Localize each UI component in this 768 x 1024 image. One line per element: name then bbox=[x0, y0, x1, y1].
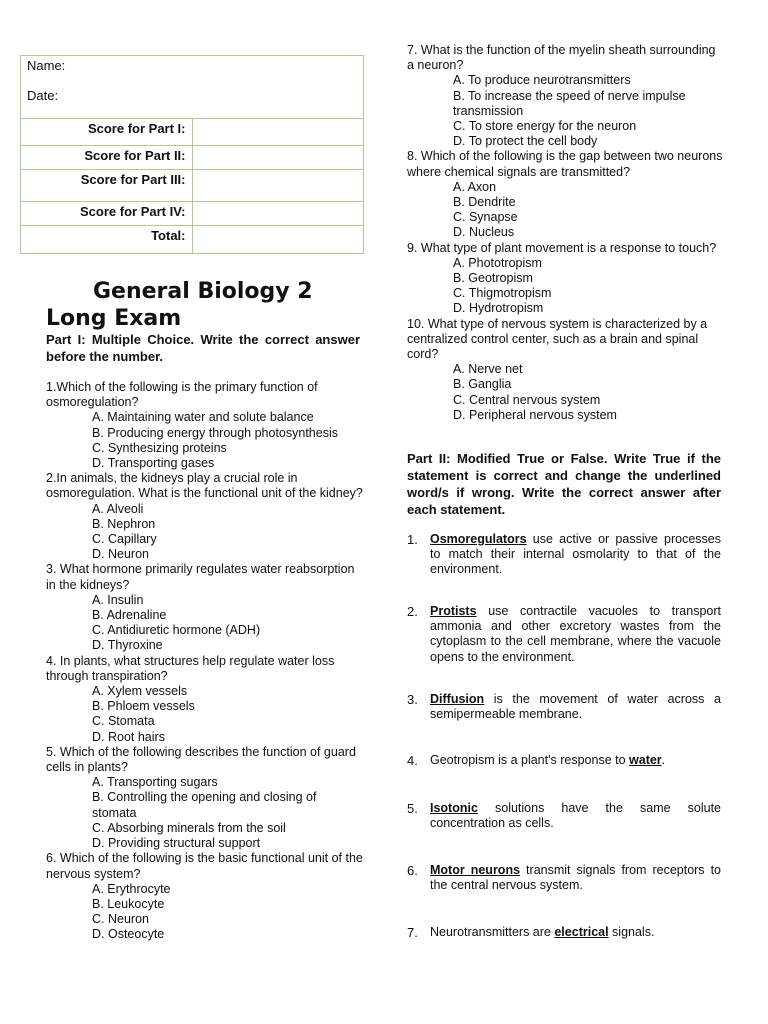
option-item: D. Root hairs bbox=[92, 729, 165, 744]
score-table bbox=[20, 55, 364, 254]
score-part4-field[interactable] bbox=[192, 202, 364, 226]
option-item: C. Neuron bbox=[92, 912, 149, 927]
option-item: B. Ganglia bbox=[453, 377, 512, 392]
option-item: A. Insulin bbox=[92, 592, 144, 607]
option-item: D. Thyroxine bbox=[92, 638, 163, 653]
item-number: 2. bbox=[407, 604, 418, 619]
question-8 bbox=[407, 149, 723, 240]
underlined-term: Osmoregulators bbox=[430, 532, 527, 546]
question-text: 8. Which of the following is the gap between two neurons where chemical signals are transmitted? bbox=[407, 149, 723, 179]
score-part1-field[interactable] bbox=[192, 119, 364, 146]
option-item: D. Neuron bbox=[92, 547, 149, 562]
option-item: B. Controlling the opening and closing of stomata bbox=[92, 790, 317, 820]
option-item: D. Nucleus bbox=[453, 225, 515, 240]
options-list bbox=[46, 410, 364, 471]
option-item: A. To produce neurotransmitters bbox=[453, 73, 631, 88]
options-list bbox=[46, 502, 364, 563]
option-item: D. Providing structural support bbox=[92, 836, 261, 851]
score-part1-label: Score for Part I: bbox=[21, 119, 193, 146]
option-item: A. Maintaining water and solute balance bbox=[92, 410, 314, 425]
option-item: C. Thigmotropism bbox=[453, 286, 552, 301]
options-list bbox=[407, 73, 723, 149]
option-item: A. Alveoli bbox=[92, 501, 144, 516]
part2-instructions: Part II: Modified True or False. Write True if the statement is correct and change the underlined word/s if wrong. Write the correct answer after each statement. bbox=[407, 451, 721, 517]
underlined-term: water bbox=[629, 753, 662, 767]
question-9 bbox=[407, 241, 723, 317]
exam-title-line2: Long Exam bbox=[46, 306, 182, 331]
option-item: D. Osteocyte bbox=[92, 927, 165, 942]
exam-title bbox=[46, 278, 364, 332]
option-item: C. Central nervous system bbox=[453, 392, 601, 407]
option-item: B. Producing energy through photosynthesis bbox=[92, 425, 338, 440]
option-item: B. Leukocyte bbox=[92, 896, 165, 911]
statement-before: Neurotransmitters are bbox=[430, 925, 555, 939]
statement-after: is the movement of water across a semipermeable membrane. bbox=[430, 692, 721, 722]
option-item: A. Xylem vessels bbox=[92, 684, 188, 699]
score-part2-label: Score for Part II: bbox=[21, 146, 193, 170]
option-item: B. Dendrite bbox=[453, 195, 516, 210]
statement-after: signals. bbox=[608, 925, 655, 939]
statement-text bbox=[430, 925, 721, 940]
tf-item bbox=[407, 604, 721, 665]
question-2 bbox=[46, 471, 364, 562]
name-date-cell[interactable] bbox=[21, 56, 364, 119]
statement-text bbox=[430, 863, 721, 893]
question-text: 3. What hormone primarily regulates water reabsorption in the kidneys? bbox=[46, 562, 355, 592]
question-text: 6. Which of the following is the basic functional unit of the nervous system? bbox=[46, 851, 363, 881]
question-text: 9. What type of plant movement is a response to touch? bbox=[407, 240, 717, 255]
part1-right-column bbox=[407, 43, 723, 423]
tf-item bbox=[407, 801, 721, 831]
statement-text bbox=[430, 532, 721, 578]
item-number: 5. bbox=[407, 801, 418, 816]
options-list bbox=[46, 593, 364, 654]
option-item: C. Antidiuretic hormone (ADH) bbox=[92, 623, 261, 638]
options-list bbox=[407, 256, 723, 317]
tf-item bbox=[407, 532, 721, 578]
option-item: A. Axon bbox=[453, 179, 497, 194]
statement-after: use active or passive processes to match their internal osmolarity to that of the environment. bbox=[430, 532, 721, 577]
option-item: B. Phloem vessels bbox=[92, 699, 195, 714]
question-4 bbox=[46, 654, 364, 745]
statement-after: . bbox=[661, 753, 666, 767]
underlined-term: Protists bbox=[430, 604, 477, 618]
option-item: B. Nephron bbox=[92, 516, 156, 531]
statement-before: Geotropism is a plant's response to bbox=[430, 753, 630, 767]
score-total-field[interactable] bbox=[192, 226, 364, 254]
score-part2-field[interactable] bbox=[192, 146, 364, 170]
part1-left-column bbox=[46, 380, 364, 943]
statement-after: solutions have the same solute concentration as cells. bbox=[430, 801, 721, 831]
option-item: D. Transporting gases bbox=[92, 456, 215, 471]
option-item: A. Phototropism bbox=[453, 255, 542, 270]
option-item: C. Synthesizing proteins bbox=[92, 440, 227, 455]
option-item: B. Geotropism bbox=[453, 271, 533, 286]
underlined-term: Isotonic bbox=[430, 801, 478, 815]
question-5 bbox=[46, 745, 364, 851]
option-item: B. Adrenaline bbox=[92, 608, 167, 623]
question-3 bbox=[46, 562, 364, 653]
tf-item bbox=[407, 753, 721, 768]
option-item: A. Nerve net bbox=[453, 362, 523, 377]
option-item: C. Absorbing minerals from the soil bbox=[92, 820, 286, 835]
option-item: C. Synapse bbox=[453, 210, 518, 225]
options-list bbox=[46, 775, 364, 851]
option-item: C. Stomata bbox=[92, 714, 155, 729]
item-number: 6. bbox=[407, 863, 418, 878]
underlined-term: Motor neurons bbox=[430, 863, 521, 877]
score-total-label: Total: bbox=[21, 226, 193, 254]
statement-after: transmit signals from receptors to the central nervous system. bbox=[430, 863, 721, 893]
question-text: 4. In plants, what structures help regulate water loss through transpiration? bbox=[46, 653, 335, 683]
option-item: C. Capillary bbox=[92, 532, 157, 547]
tf-item bbox=[407, 925, 721, 940]
options-list bbox=[46, 882, 364, 943]
date-label: Date: bbox=[27, 88, 59, 103]
question-1 bbox=[46, 380, 364, 471]
statement-text bbox=[430, 604, 721, 665]
option-item: B. To increase the speed of nerve impulse transmission bbox=[453, 88, 686, 118]
options-list bbox=[407, 180, 723, 241]
option-item: C. To store energy for the neuron bbox=[453, 119, 637, 134]
underlined-term: Diffusion bbox=[430, 692, 485, 706]
statement-after: use contractile vacuoles to transport ammonia and other excretory wastes from the cytoplasm to the cell membrane, where the vacuole opens to the environment. bbox=[430, 604, 721, 664]
question-text: 7. What is the function of the myelin sheath surrounding a neuron? bbox=[407, 43, 716, 73]
question-text: 1.Which of the following is the primary function of osmoregulation? bbox=[46, 380, 318, 410]
part1-instructions: Part I: Multiple Choice. Write the correct answer before the number. bbox=[46, 332, 360, 364]
item-number: 7. bbox=[407, 925, 418, 940]
question-10 bbox=[407, 317, 723, 423]
statement-text bbox=[430, 801, 721, 831]
score-part4-label: Score for Part IV: bbox=[21, 202, 193, 226]
tf-item bbox=[407, 692, 721, 722]
tf-item bbox=[407, 863, 721, 893]
underlined-term: electrical bbox=[554, 925, 609, 939]
options-list bbox=[407, 362, 723, 423]
option-item: D. Peripheral nervous system bbox=[453, 407, 617, 422]
score-part3-field[interactable] bbox=[192, 170, 364, 202]
question-7 bbox=[407, 43, 723, 149]
item-number: 4. bbox=[407, 753, 418, 768]
statement-text bbox=[430, 692, 721, 722]
question-text: 2.In animals, the kidneys play a crucial role in osmoregulation. What is the functional unit of the kidney? bbox=[46, 471, 363, 501]
option-item: A. Transporting sugars bbox=[92, 775, 218, 790]
exam-title-line1: General Biology 2 bbox=[93, 279, 313, 304]
question-text: 10. What type of nervous system is characterized by a centralized control center, such as a brain and spinal cord? bbox=[407, 316, 708, 362]
option-item: D. Hydrotropism bbox=[453, 301, 544, 316]
question-6 bbox=[46, 851, 364, 942]
score-part3-label: Score for Part III: bbox=[21, 170, 193, 202]
statement-text bbox=[430, 753, 721, 768]
question-text: 5. Which of the following describes the function of guard cells in plants? bbox=[46, 744, 356, 775]
name-label: Name: bbox=[27, 58, 66, 73]
item-number: 3. bbox=[407, 692, 418, 707]
option-item: A. Erythrocyte bbox=[92, 881, 171, 896]
option-item: D. To protect the cell body bbox=[453, 134, 598, 149]
options-list bbox=[46, 684, 364, 745]
item-number: 1. bbox=[407, 532, 418, 547]
